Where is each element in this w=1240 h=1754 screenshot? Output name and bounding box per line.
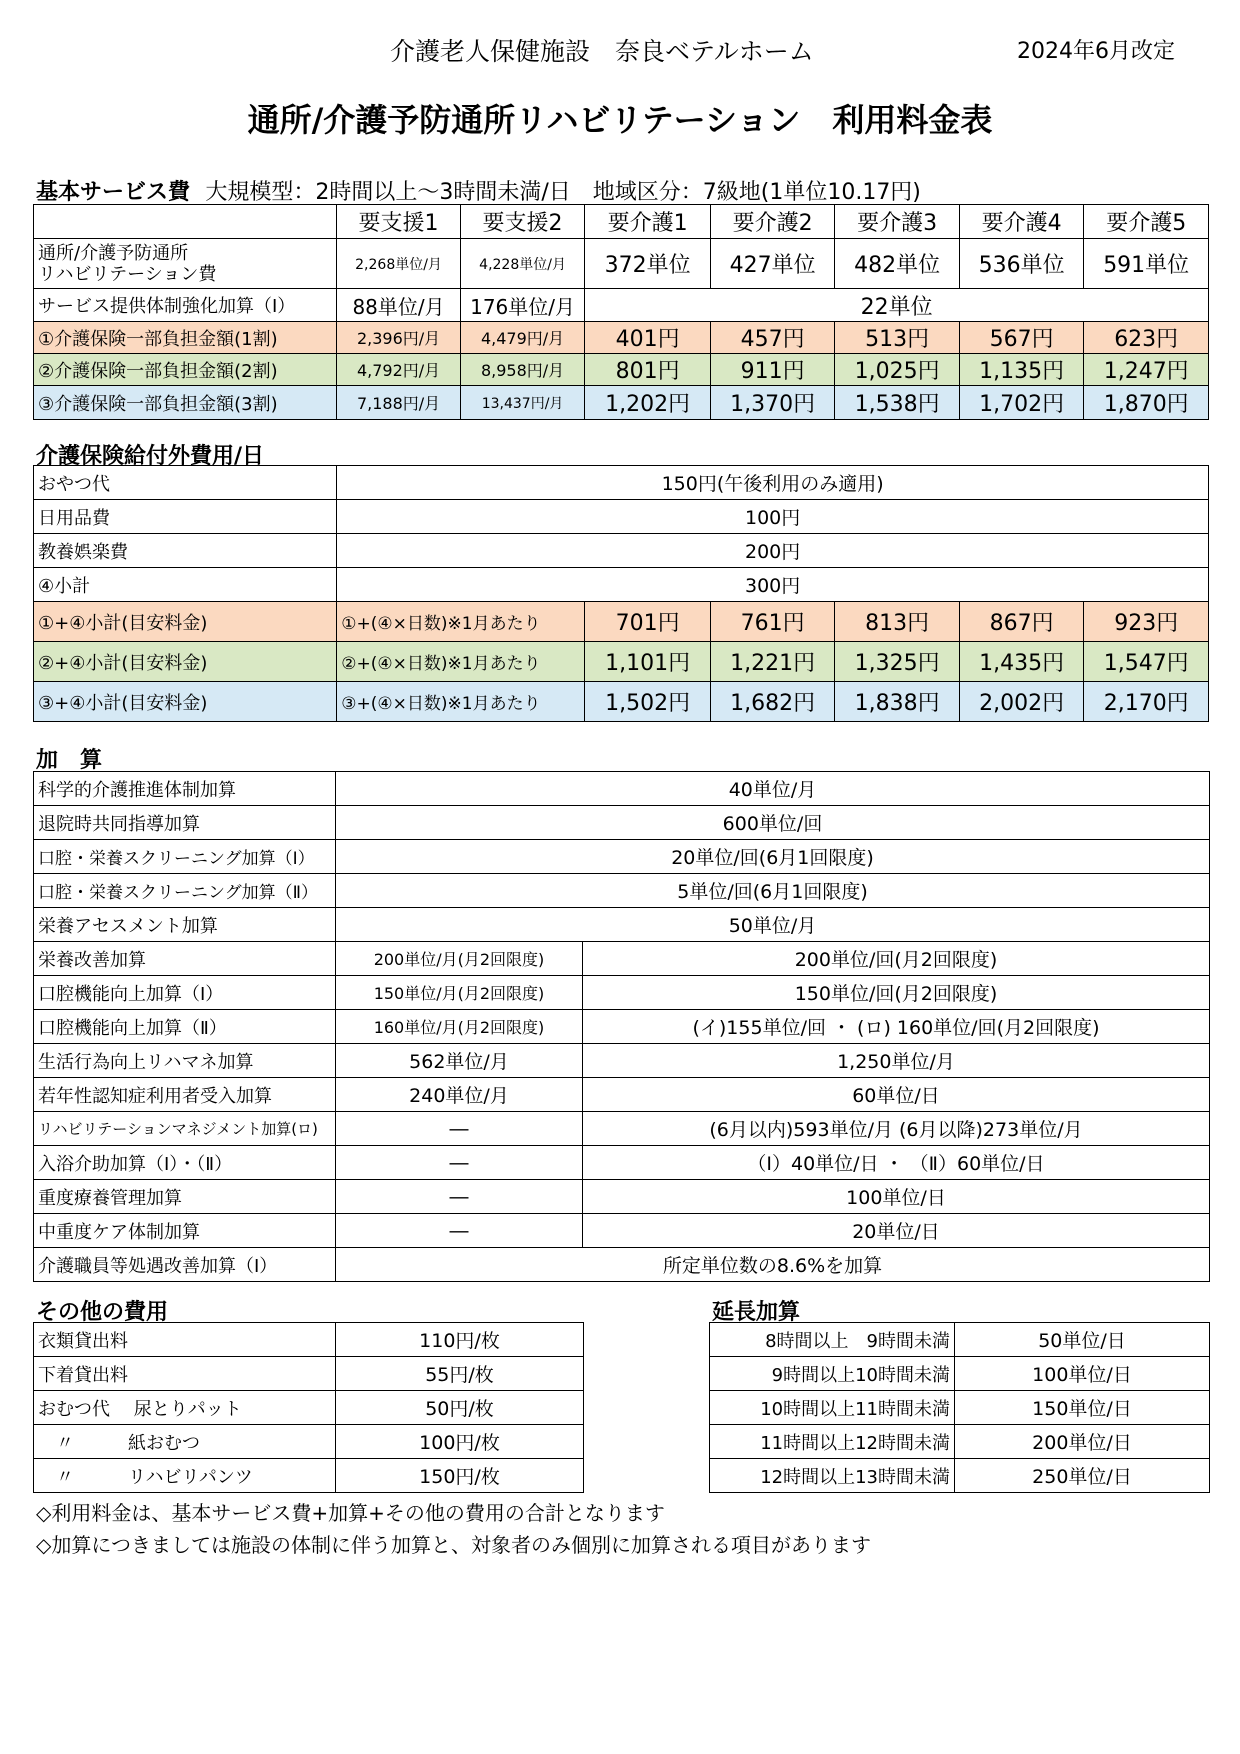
revision-date: 2024年6月改定: [1017, 39, 1175, 64]
value-cell: 1,682円: [710, 682, 835, 722]
value-cell: 372単位: [585, 239, 711, 289]
value-cell: 536単位: [959, 239, 1084, 289]
table-row: [34, 1459, 584, 1493]
table-row: [34, 682, 1209, 722]
formula-cell: ②+(④×日数)※1月あたり: [337, 642, 585, 682]
table-row: [34, 322, 1209, 354]
extension-heading: 延長加算: [712, 1300, 801, 1325]
row-label: 教養娯楽費: [34, 534, 337, 568]
value-cell: 100円/枚: [336, 1425, 584, 1459]
basic-service-table: [33, 204, 1209, 420]
value-cell: 911円: [710, 354, 835, 386]
table-row: [34, 289, 1209, 322]
value-cell: 5単位/回(6月1回限度): [336, 874, 1210, 908]
extra-heading: 介護保険給付外費用/日: [36, 444, 265, 469]
row-label: 科学的介護推進体制加算: [34, 772, 336, 806]
value-cell: 1,538円: [835, 386, 960, 420]
value-cell: 1,370円: [710, 386, 835, 420]
care-value-cell: (6月以内)593単位/月 (6月以降)273単位/月: [583, 1112, 1210, 1146]
table-row: [34, 1044, 1210, 1078]
value-cell: 1,502円: [585, 682, 711, 722]
value-cell: 1,547円: [1084, 642, 1209, 682]
row-label: ③介護保険一部負担金額(3割): [34, 386, 337, 420]
row-label: 〃 リハビリパンツ: [34, 1459, 336, 1493]
value-cell: 457円: [710, 322, 835, 354]
value-cell: 13,437円/月: [460, 386, 585, 420]
value-cell: 701円: [585, 602, 711, 642]
row-label: 生活行為向上リハマネ加算: [34, 1044, 336, 1078]
value-cell: 482単位: [835, 239, 960, 289]
row-label: ④小計: [34, 568, 337, 602]
table-row: [34, 1078, 1210, 1112]
value-cell: 150単位/日: [955, 1391, 1210, 1425]
value-cell: 1,101円: [585, 642, 711, 682]
value-cell: 250単位/日: [955, 1459, 1210, 1493]
extra-cost-table: [33, 465, 1209, 722]
value-cell: 2,396円/月: [337, 322, 461, 354]
table-row: [34, 602, 1209, 642]
value-cell: 1,025円: [835, 354, 960, 386]
value-cell: 567円: [959, 322, 1084, 354]
value-cell: 1,325円: [835, 642, 960, 682]
row-label: サービス提供体制強化加算（Ⅰ）: [34, 289, 337, 322]
col-header: 要介護1: [585, 205, 711, 239]
row-label: ③+④小計(目安料金): [34, 682, 337, 722]
table-row: [34, 642, 1209, 682]
support-value-cell: ―: [336, 1146, 583, 1180]
table-row: [34, 1112, 1210, 1146]
value-cell: 4,792円/月: [337, 354, 461, 386]
value-cell: 55円/枚: [336, 1357, 584, 1391]
col-header: 要介護5: [1084, 205, 1209, 239]
value-cell: 7,188円/月: [337, 386, 461, 420]
care-value-cell: 200単位/回(月2回限度): [583, 942, 1210, 976]
col-header: 要介護2: [710, 205, 835, 239]
value-cell: 1,838円: [835, 682, 960, 722]
table-row: [34, 942, 1210, 976]
facility-name: 介護老人保健施設 奈良ベテルホーム: [390, 37, 814, 66]
table-row: [34, 976, 1210, 1010]
support-value-cell: ―: [336, 1112, 583, 1146]
value-cell: 867円: [959, 602, 1084, 642]
support-value-cell: 562単位/月: [336, 1044, 583, 1078]
col-header: 要介護3: [835, 205, 960, 239]
table-row: [710, 1391, 1210, 1425]
value-cell: 110円/枚: [336, 1323, 584, 1357]
table-row: [34, 1214, 1210, 1248]
value-cell: 4,479円/月: [460, 322, 585, 354]
care-value-cell: 20単位/日: [583, 1214, 1210, 1248]
value-cell: 401円: [585, 322, 711, 354]
basic-section-heading: [36, 175, 921, 206]
row-label: 10時間以上11時間未満: [710, 1391, 955, 1425]
row-label: 口腔機能向上加算（Ⅱ）: [34, 1010, 336, 1044]
row-label: ①介護保険一部負担金額(1割): [34, 322, 337, 354]
row-label: 8時間以上 9時間未満: [710, 1323, 955, 1357]
basic-subheading: 大規模型：2時間以上～3時間未満/日 地域区分：7級地(1単位10.17円): [205, 180, 921, 205]
support-value-cell: 240単位/月: [336, 1078, 583, 1112]
value-cell: 200円: [337, 534, 1209, 568]
row-label: 口腔機能向上加算（Ⅰ）: [34, 976, 336, 1010]
value-cell: 176単位/月: [460, 289, 585, 322]
table-row: [34, 1357, 584, 1391]
value-cell: 1,202円: [585, 386, 711, 420]
row-label: 〃 紙おむつ: [34, 1425, 336, 1459]
row-label: リハビリテーションマネジメント加算(ロ): [34, 1112, 336, 1146]
value-cell: 801円: [585, 354, 711, 386]
table-row: [34, 874, 1210, 908]
col-header: 要支援1: [337, 205, 461, 239]
row-label: 栄養改善加算: [34, 942, 336, 976]
table-row: [34, 806, 1210, 840]
value-cell: 1,702円: [959, 386, 1084, 420]
value-cell: 623円: [1084, 322, 1209, 354]
row-label: 中重度ケア体制加算: [34, 1214, 336, 1248]
note-line: ◇加算につきましては施設の体制に伴う加算と、対象者のみ個別に加算される項目があります: [36, 1533, 871, 1557]
formula-cell: ③+(④×日数)※1月あたり: [337, 682, 585, 722]
value-cell: 40単位/月: [336, 772, 1210, 806]
value-cell: 50単位/月: [336, 908, 1210, 942]
value-cell: 300円: [337, 568, 1209, 602]
basic-corner-cell: [34, 205, 337, 239]
care-value-cell: （Ⅰ）40単位/日 ・ （Ⅱ）60単位/日: [583, 1146, 1210, 1180]
basic-heading: 基本サービス費: [36, 180, 191, 205]
row-label: 介護職員等処遇改善加算（Ⅰ）: [34, 1248, 336, 1282]
table-row: [34, 1180, 1210, 1214]
row-label: 口腔・栄養スクリーニング加算（Ⅰ）: [34, 840, 336, 874]
row-label: 栄養アセスメント加算: [34, 908, 336, 942]
value-cell: 50単位/日: [955, 1323, 1210, 1357]
table-row: [34, 386, 1209, 420]
row-label: 若年性認知症利用者受入加算: [34, 1078, 336, 1112]
table-row: [34, 772, 1210, 806]
value-cell: 2,170円: [1084, 682, 1209, 722]
table-row: [34, 1146, 1210, 1180]
basic-header-row: [34, 205, 1209, 239]
value-cell: 1,435円: [959, 642, 1084, 682]
value-cell: 100円: [337, 500, 1209, 534]
value-cell: 4,228単位/月: [460, 239, 585, 289]
table-row: [710, 1425, 1210, 1459]
value-cell: 923円: [1084, 602, 1209, 642]
col-header: 要支援2: [460, 205, 585, 239]
col-header: 要介護4: [959, 205, 1084, 239]
value-cell: 2,268単位/月: [337, 239, 461, 289]
table-row: [34, 1010, 1210, 1044]
table-row: [34, 239, 1209, 289]
value-cell: 20単位/回(6月1回限度): [336, 840, 1210, 874]
value-cell: 88単位/月: [337, 289, 461, 322]
table-row: [710, 1357, 1210, 1391]
row-label: 重度療養管理加算: [34, 1180, 336, 1214]
value-cell: 2,002円: [959, 682, 1084, 722]
table-row: [34, 908, 1210, 942]
row-label: ②介護保険一部負担金額(2割): [34, 354, 337, 386]
value-cell: 50円/枚: [336, 1391, 584, 1425]
note-line: ◇利用料金は、基本サービス費+加算+その他の費用の合計となります: [36, 1501, 665, 1525]
row-label: ①+④小計(目安料金): [34, 602, 337, 642]
care-value-cell: (イ)155単位/回 ・ (ロ) 160単位/回(月2回限度): [583, 1010, 1210, 1044]
value-cell: 761円: [710, 602, 835, 642]
value-cell: 8,958円/月: [460, 354, 585, 386]
support-value-cell: 160単位/月(月2回限度): [336, 1010, 583, 1044]
table-row: [34, 568, 1209, 602]
value-cell: 150円/枚: [336, 1459, 584, 1493]
care-value-cell: 60単位/日: [583, 1078, 1210, 1112]
value-cell: 100単位/日: [955, 1357, 1210, 1391]
row-label: 11時間以上12時間未満: [710, 1425, 955, 1459]
value-cell: 200単位/日: [955, 1425, 1210, 1459]
value-cell: 600単位/回: [336, 806, 1210, 840]
value-cell: 150円(午後利用のみ適用): [337, 466, 1209, 500]
value-cell: 所定単位数の8.6%を加算: [336, 1248, 1210, 1282]
other-cost-table: [33, 1322, 584, 1493]
addon-heading: 加 算: [36, 748, 103, 773]
support-value-cell: ―: [336, 1180, 583, 1214]
row-label: 下着貸出料: [34, 1357, 336, 1391]
table-row: [34, 1248, 1210, 1282]
row-label: 衣類貸出料: [34, 1323, 336, 1357]
table-row: [710, 1459, 1210, 1493]
row-label: 退院時共同指導加算: [34, 806, 336, 840]
row-label: 口腔・栄養スクリーニング加算（Ⅱ）: [34, 874, 336, 908]
row-label: おやつ代: [34, 466, 337, 500]
row-label: 入浴介助加算（Ⅰ）・（Ⅱ）: [34, 1146, 336, 1180]
value-cell: 1,135円: [959, 354, 1084, 386]
formula-cell: ①+(④×日数)※1月あたり: [337, 602, 585, 642]
row-label: 9時間以上10時間未満: [710, 1357, 955, 1391]
row-label: 通所/介護予防通所 リハビリテーション費: [34, 239, 337, 289]
table-row: [34, 354, 1209, 386]
value-cell: 813円: [835, 602, 960, 642]
extension-table: [709, 1322, 1210, 1493]
value-cell: 427単位: [710, 239, 835, 289]
care-value-cell: 150単位/回(月2回限度): [583, 976, 1210, 1010]
care-value-cell: 100単位/日: [583, 1180, 1210, 1214]
support-value-cell: 200単位/月(月2回限度): [336, 942, 583, 976]
table-row: [34, 466, 1209, 500]
support-value-cell: ―: [336, 1214, 583, 1248]
support-value-cell: 150単位/月(月2回限度): [336, 976, 583, 1010]
table-row: [34, 1323, 584, 1357]
care-value-cell: 1,250単位/月: [583, 1044, 1210, 1078]
row-label: おむつ代 尿とりパット: [34, 1391, 336, 1425]
value-cell: 591単位: [1084, 239, 1209, 289]
table-row: [34, 500, 1209, 534]
addon-table: [33, 771, 1210, 1282]
table-row: [34, 534, 1209, 568]
notes: [36, 1497, 871, 1561]
value-cell: 1,870円: [1084, 386, 1209, 420]
table-row: [34, 840, 1210, 874]
row-label: ②+④小計(目安料金): [34, 642, 337, 682]
table-row: [34, 1425, 584, 1459]
page-title: 通所/介護予防通所リハビリテーション 利用料金表: [247, 101, 993, 139]
value-cell: 1,221円: [710, 642, 835, 682]
table-row: [710, 1323, 1210, 1357]
row-label: 日用品費: [34, 500, 337, 534]
table-row: [34, 1391, 584, 1425]
other-heading: その他の費用: [36, 1300, 169, 1325]
value-cell: 1,247円: [1084, 354, 1209, 386]
row-label: 12時間以上13時間未満: [710, 1459, 955, 1493]
value-cell: 513円: [835, 322, 960, 354]
merged-value-cell: 22単位: [585, 289, 1209, 322]
